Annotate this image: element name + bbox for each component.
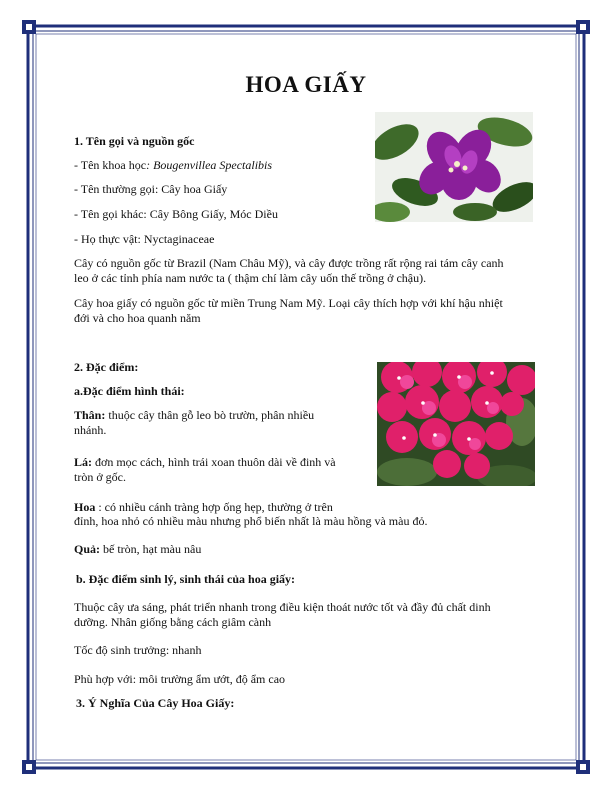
page-title: HOA GIẤY [245,72,367,97]
pink-bougainvillea-photo [377,362,535,486]
stem-text: thuộc cây thân gỗ leo bò trườn, phân nhiều [105,408,315,422]
common-name: - Tên thường gọi: Cây hoa Giấy [74,182,228,196]
origin-text-line2: leo ở các tỉnh phía nam nước ta ( thậm chí làm cây uốn thế trồng ở chậu). [74,271,427,285]
section3-heading: 3. Ý Nghĩa Của Cây Hoa Giấy: [76,696,235,710]
physiology-line2: dưỡng. Nhân giống bằng cách giâm cành [74,615,272,629]
fruit-line [74,542,201,557]
section1-heading: 1. Tên gọi và nguồn gốc [74,134,195,148]
leaf-label: Lá: [74,455,92,469]
fruit-text: bế tròn, hạt màu nâu [100,542,202,556]
flower-line1 [74,500,333,515]
physiology-line1: Thuộc cây ưa sáng, phát triển nhanh trong điều kiện thoát nước tốt và đầy đủ chất dinh [74,600,491,614]
growth-rate: Tốc độ sinh trưởng: nhanh [74,643,202,657]
climate-text-line2: đới và cho hoa quanh năm [74,311,201,325]
plant-family: - Họ thực vật: Nyctaginaceae [74,232,215,246]
stem-line1 [74,408,314,423]
leaf-line1 [74,455,336,470]
leaf-text: đơn mọc cách, hình trái xoan thuôn dài về đinh và [92,455,336,469]
purple-bougainvillea-photo [375,112,533,222]
flower-label: Hoa [74,500,96,514]
stem-line2: nhánh. [74,423,107,437]
section2-heading: 2. Đặc điểm: [74,360,139,374]
climate-text-line1: Cây hoa giấy có nguồn gốc từ miền Trung Nam Mỹ. Loại cây thích hợp với khí hậu nhiệt [74,296,503,310]
scientific-name: : Bougenvillea Spectalibis [146,158,273,172]
other-names: - Tên gọi khác: Cây Bông Giấy, Móc Diều [74,207,278,221]
fruit-label: Quả: [74,542,101,556]
scientific-name-label: - Tên khoa học [74,158,147,172]
stem-label: Thân: [74,408,106,422]
origin-text-line1: Cây có nguồn gốc từ Brazil (Nam Châu Mỹ), và cây được trồng rất rộng rai tám cây canh [74,256,504,270]
suitable-environment: Phù hợp với: môi trường ẩm ướt, độ ẩm cao [74,672,286,686]
flower-line2: đỉnh, hoa nhỏ có nhiều màu nhưng phổ biến nhất là màu hồng và màu đỏ. [74,514,428,528]
scientific-name-line [74,158,272,173]
physiology-subheading: b. Đặc điểm sinh lý, sinh thái của hoa giấy: [76,572,296,586]
leaf-line2: tròn ở gốc. [74,470,127,484]
morphology-subheading: a.Đặc điểm hình thái: [74,384,185,398]
flower-text: : có nhiều cánh tràng hợp ống hẹp, thường ở trên [95,500,333,514]
